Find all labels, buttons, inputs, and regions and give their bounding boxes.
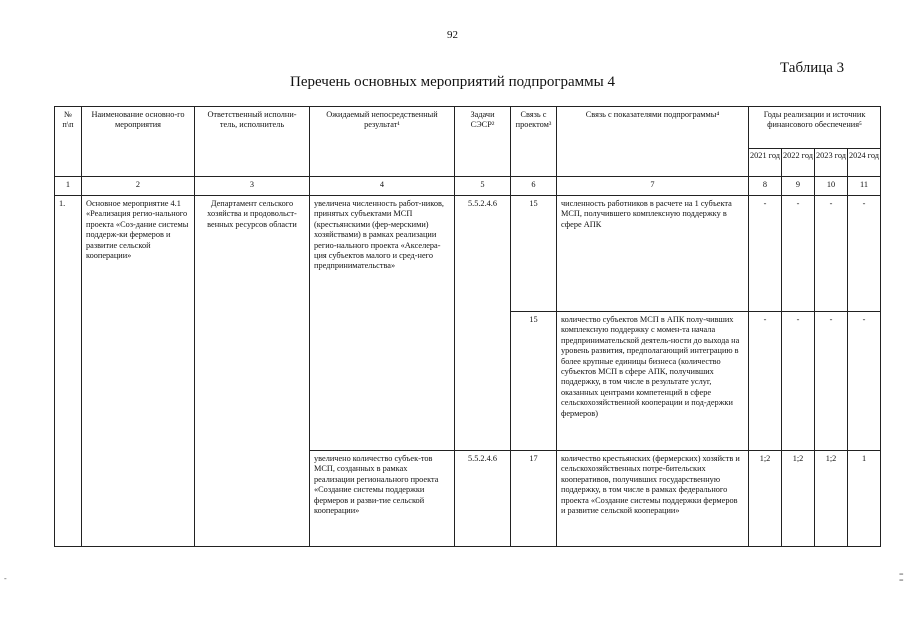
expected-result: увеличена численность работ-ников, принятых субъектами МСП (крестьянскими (фер-мерскими) хозяйствами) в рамках реализации регио-нального проекта «Акселера-ция субъектов малого и сред-него предпринимательства»	[310, 196, 455, 451]
year-value: -	[815, 312, 848, 451]
project-link: 15	[511, 196, 557, 312]
header-tasks: Задачи СЭСР²	[455, 107, 511, 177]
year-value: 1;2	[749, 451, 782, 547]
column-number: 9	[782, 177, 815, 196]
column-number: 6	[511, 177, 557, 196]
scan-edge-mark: -	[4, 574, 7, 583]
scan-edge-mark: = =	[899, 570, 904, 585]
indicator-link: численность работников в расчете на 1 субъекта МСП, получившего комплексную поддержку в сфере АПК	[557, 196, 749, 312]
column-number: 11	[848, 177, 881, 196]
table-row	[55, 196, 881, 312]
column-number-row	[55, 177, 881, 196]
header-year-2024: 2024 год	[848, 149, 881, 177]
year-value: 1;2	[782, 451, 815, 547]
task-code: 5.5.2.4.6	[455, 451, 511, 547]
header-years-group: Годы реализации и источник финансового обеспечения⁵	[749, 107, 881, 149]
header-year-2022: 2022 год	[782, 149, 815, 177]
year-value: 1;2	[815, 451, 848, 547]
year-value: 1	[848, 451, 881, 547]
indicator-link: количество субъектов МСП в АПК полу-чивших комплексную поддержку с момен-та начала предпринимательской деятель-ности до выхода на уровень развития, предполагающий интеграцию в более крупные единицы бизнеса (количество субъектов МСП в сфере АПК, получивших поддержку, в том числе в результате услуг, оказанных центрами компетенций в сфере сельскохозяйственной кооперации и под-держки фермеров)	[557, 312, 749, 451]
year-value: -	[782, 196, 815, 312]
header-num: № п\п	[55, 107, 82, 177]
responsible-executor: Департамент сельского хозяйства и продовольст-венных ресурсов области	[195, 196, 310, 547]
measures-table	[54, 106, 881, 547]
header-result: Ожидаемый непосредственный результат¹	[310, 107, 455, 177]
column-number: 3	[195, 177, 310, 196]
header-indicators: Связь с показателями подпрограммы⁴	[557, 107, 749, 177]
header-project: Связь с проектом³	[511, 107, 557, 177]
column-number: 7	[557, 177, 749, 196]
project-link: 15	[511, 312, 557, 451]
year-value: -	[848, 312, 881, 451]
column-number: 4	[310, 177, 455, 196]
column-number: 8	[749, 177, 782, 196]
year-value: -	[848, 196, 881, 312]
project-link: 17	[511, 451, 557, 547]
header-row	[55, 107, 881, 149]
column-number: 10	[815, 177, 848, 196]
measure-name: Основное мероприятие 4.1 «Реализация регио-нального проекта «Соз-дание системы поддерж-ки фермеров и развитие сельской кооперации»	[82, 196, 195, 547]
year-value: -	[815, 196, 848, 312]
column-number: 2	[82, 177, 195, 196]
header-year-2021: 2021 год	[749, 149, 782, 177]
document-title: Перечень основных мероприятий подпрограммы 4	[290, 74, 615, 90]
column-number: 1	[55, 177, 82, 196]
table-label: Таблица 3	[780, 60, 845, 76]
column-number: 5	[455, 177, 511, 196]
year-value: -	[749, 312, 782, 451]
indicator-link: количество крестьянских (фермерских) хозяйств и сельскохозяйственных потре-бительских кооперативов, получивших государственную поддержку, в том числе в рамках федерального проекта «Создание системы поддержки фермеров и развитие сельской кооперации»	[557, 451, 749, 547]
header-year-2023: 2023 год	[815, 149, 848, 177]
year-value: -	[749, 196, 782, 312]
year-value: -	[782, 312, 815, 451]
row-number: 1.	[55, 196, 82, 547]
header-responsible: Ответственный исполни-тель, исполнитель	[195, 107, 310, 177]
task-code: 5.5.2.4.6	[455, 196, 511, 451]
expected-result: увеличено количество субъек-тов МСП, созданных в рамках реализации регионального проекта «Создание системы поддержки фермеров и разви-тие сельской кооперации»	[310, 451, 455, 547]
header-name: Наименование основно-го мероприятия	[82, 107, 195, 177]
page-number: 92	[447, 29, 458, 41]
